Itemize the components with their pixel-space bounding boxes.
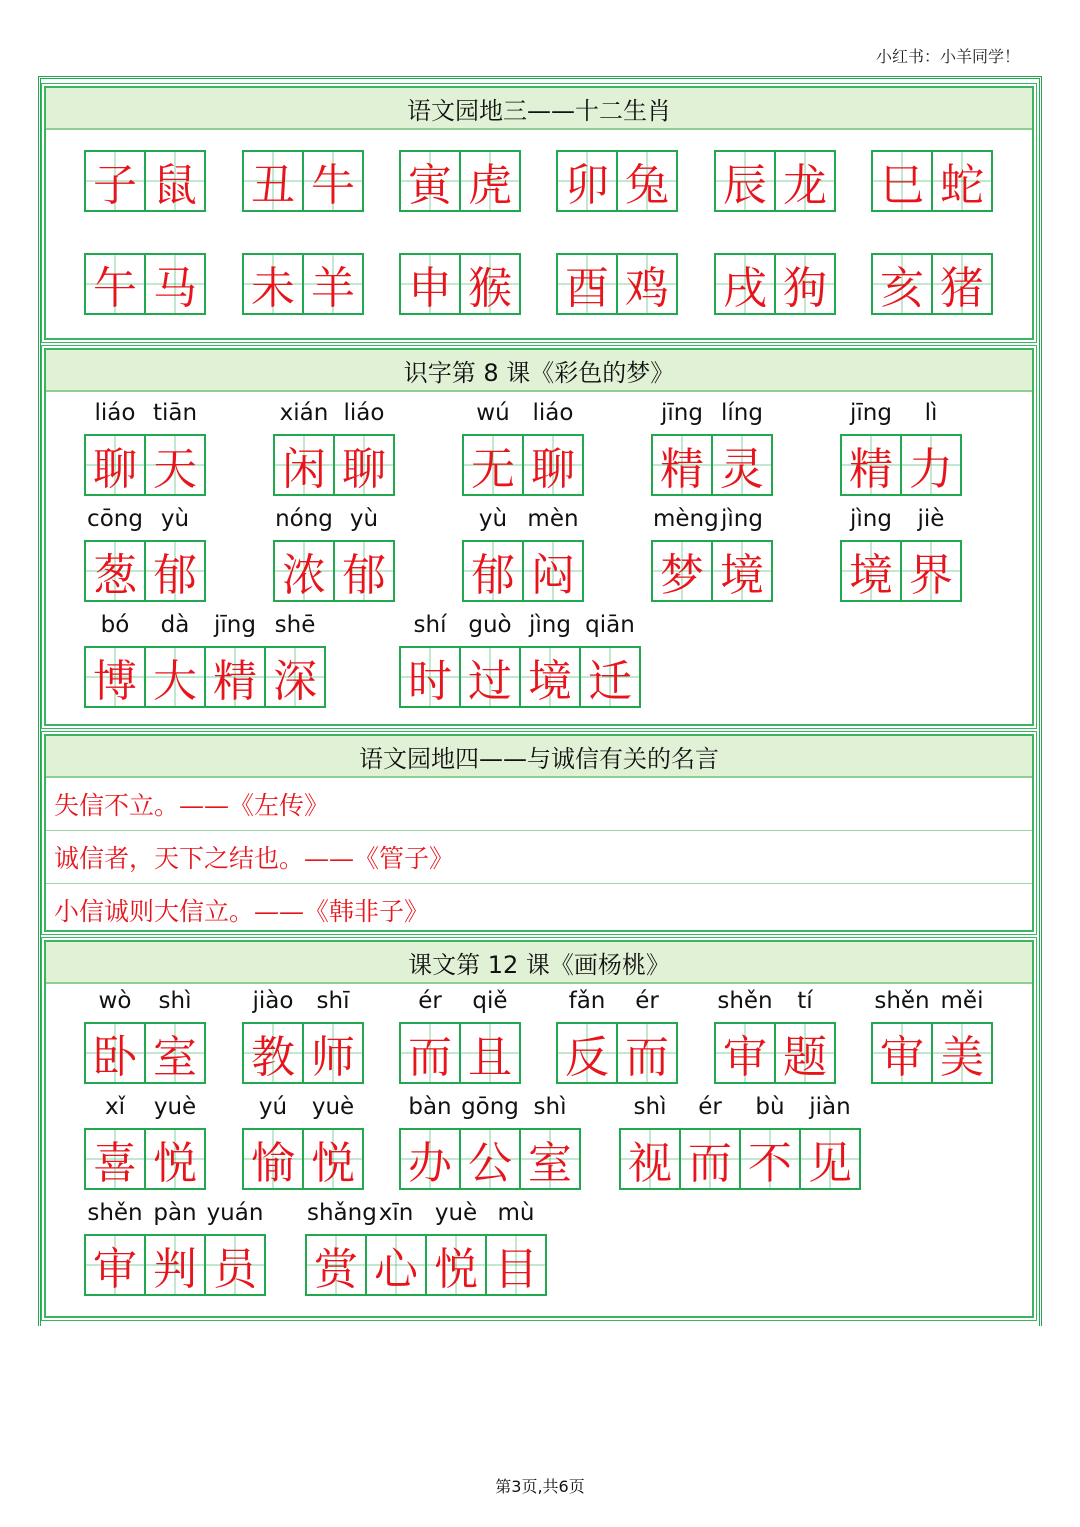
char-grid-cell <box>871 253 933 315</box>
hanzi-char: 判 <box>153 1244 197 1295</box>
hanzi-char: 鼠 <box>153 160 197 211</box>
pinyin-label: cōng <box>87 506 143 532</box>
hanzi-char: 葱 <box>93 550 137 601</box>
pinyin-label: shē <box>274 612 316 638</box>
hanzi-char: 郁 <box>342 550 386 601</box>
char-grid-cell <box>399 1094 461 1190</box>
hanzi-char: 教 <box>251 1032 295 1083</box>
hanzi-char: 力 <box>909 444 953 495</box>
hanzi-char: 马 <box>153 263 197 314</box>
char-grid-cell <box>365 1200 427 1296</box>
hanzi-char: 猴 <box>468 263 512 314</box>
hanzi-char: 牛 <box>311 160 355 211</box>
pinyin-label: jiè <box>917 506 945 532</box>
hanzi-char: 过 <box>468 656 512 707</box>
char-grid-cell <box>714 253 776 315</box>
char-grid-cell <box>242 150 304 212</box>
hanzi-char: 戌 <box>723 263 767 314</box>
hanzi-char: 郁 <box>153 550 197 601</box>
hanzi-char: 羊 <box>311 263 355 314</box>
hanzi-char: 狗 <box>783 263 827 314</box>
pinyin-label: qiān <box>585 612 635 638</box>
char-grid-cell <box>739 1094 801 1190</box>
vocab-word <box>84 988 206 1084</box>
hanzi-char: 卧 <box>93 1032 137 1083</box>
hanzi-char: 而 <box>408 1032 452 1083</box>
char-grid-cell <box>399 150 461 212</box>
char-grid-cell <box>264 612 326 708</box>
pinyin-label: mù <box>497 1200 535 1226</box>
hanzi-char: 郁 <box>471 550 515 601</box>
section-lesson-8 <box>44 348 1034 726</box>
hanzi-char: 兔 <box>625 160 669 211</box>
hanzi-char: 室 <box>528 1138 572 1189</box>
char-grid-cell <box>711 506 773 602</box>
char-grid-cell <box>462 506 524 602</box>
section-title: 语文园地四——与诚信有关的名言 <box>46 736 1032 778</box>
pinyin-label: gōng <box>461 1094 519 1120</box>
hanzi-char: 室 <box>153 1032 197 1083</box>
hanzi-char: 公 <box>468 1138 512 1189</box>
vocab-word <box>840 506 962 602</box>
vocab-word <box>84 612 326 708</box>
hanzi-char: 辰 <box>723 160 767 211</box>
char-grid-cell <box>774 150 836 212</box>
hanzi-char: 美 <box>940 1032 984 1083</box>
char-grid-cell <box>302 988 364 1084</box>
hanzi-char: 境 <box>720 550 764 601</box>
char-grid-cell <box>714 988 776 1084</box>
char-grid-cell <box>399 988 461 1084</box>
char-grid-cell <box>242 1094 304 1190</box>
hanzi-char: 员 <box>213 1244 257 1295</box>
hanzi-char: 虎 <box>468 160 512 211</box>
hanzi-char: 子 <box>93 160 137 211</box>
hanzi-char: 猪 <box>940 263 984 314</box>
pinyin-label: yuán <box>206 1200 264 1226</box>
pinyin-label: shěn <box>717 988 773 1014</box>
char-grid-cell <box>144 400 206 496</box>
char-grid-cell <box>242 253 304 315</box>
char-grid-cell <box>556 253 618 315</box>
vocab-word <box>242 253 364 315</box>
vocab-word <box>84 253 206 315</box>
char-grid-cell <box>711 400 773 496</box>
section-lesson-12 <box>44 940 1034 1318</box>
hanzi-char: 巳 <box>880 160 924 211</box>
hanzi-char: 闲 <box>282 444 326 495</box>
char-grid-cell <box>900 506 962 602</box>
char-grid-cell <box>840 506 902 602</box>
hanzi-char: 申 <box>408 263 452 314</box>
hanzi-char: 赏 <box>314 1244 358 1295</box>
char-grid-cell <box>519 612 581 708</box>
hanzi-char: 博 <box>93 656 137 707</box>
char-grid-cell <box>399 612 461 708</box>
char-grid-cell <box>774 253 836 315</box>
hanzi-char: 午 <box>93 263 137 314</box>
hanzi-char: 题 <box>783 1032 827 1083</box>
char-grid-cell <box>84 612 146 708</box>
hanzi-char: 迁 <box>588 656 632 707</box>
hanzi-char: 鸡 <box>625 263 669 314</box>
pinyin-label: nóng <box>275 506 333 532</box>
char-grid-cell <box>84 1094 146 1190</box>
hanzi-char: 见 <box>808 1138 852 1189</box>
vocab-word <box>714 988 836 1084</box>
char-grid-cell <box>144 150 206 212</box>
pinyin-label: pàn <box>153 1200 197 1226</box>
pinyin-label: shì <box>158 988 192 1014</box>
pinyin-label: jīng <box>214 612 256 638</box>
pinyin-label: shì <box>633 1094 667 1120</box>
hanzi-char: 聊 <box>93 444 137 495</box>
char-grid-cell <box>84 400 146 496</box>
vocab-word <box>273 400 395 496</box>
hanzi-char: 办 <box>408 1138 452 1189</box>
hanzi-char: 审 <box>880 1032 924 1083</box>
pinyin-label: tí <box>797 988 813 1014</box>
pinyin-label: měi <box>940 988 984 1014</box>
hanzi-char: 龙 <box>783 160 827 211</box>
pinyin-label: ér <box>418 988 442 1014</box>
vocab-word <box>242 988 364 1084</box>
hanzi-char: 卯 <box>565 160 609 211</box>
vocab-word <box>84 1200 266 1296</box>
pinyin-label: jìng <box>721 506 763 532</box>
hanzi-char: 无 <box>471 444 515 495</box>
char-grid-cell <box>84 988 146 1084</box>
char-grid-cell <box>84 150 146 212</box>
hanzi-char: 深 <box>273 656 317 707</box>
pinyin-label: yù <box>349 506 379 532</box>
char-grid-cell <box>871 150 933 212</box>
hanzi-char: 浓 <box>282 550 326 601</box>
section-title: 识字第 8 课《彩色的梦》 <box>46 350 1032 392</box>
pinyin-label: yù <box>478 506 508 532</box>
pinyin-label: jīng <box>661 400 703 426</box>
char-grid-cell <box>333 506 395 602</box>
hanzi-char: 师 <box>311 1032 355 1083</box>
pinyin-label: wú <box>476 400 510 426</box>
pinyin-label: jiào <box>252 988 294 1014</box>
section-title: 课文第 12 课《画杨桃》 <box>46 942 1032 984</box>
page-number: 第3页,共6页 <box>495 1477 585 1496</box>
char-grid-cell <box>273 506 335 602</box>
hanzi-char: 寅 <box>408 160 452 211</box>
pinyin-label: fǎn <box>568 988 606 1014</box>
vocab-word <box>242 1094 364 1190</box>
char-grid-cell <box>84 253 146 315</box>
char-grid-cell <box>204 612 266 708</box>
vocab-word <box>714 253 836 315</box>
char-grid-cell <box>651 400 713 496</box>
hanzi-char: 视 <box>628 1138 672 1189</box>
pinyin-label: shěn <box>87 1200 143 1226</box>
pinyin-label: xián <box>279 400 329 426</box>
vocab-word <box>273 506 395 602</box>
pinyin-label: wò <box>98 988 132 1014</box>
vocab-word <box>84 400 206 496</box>
char-grid-cell <box>519 1094 581 1190</box>
hanzi-char: 悦 <box>311 1138 355 1189</box>
vocab-word <box>556 150 678 212</box>
char-grid-cell <box>459 612 521 708</box>
vocab-word <box>840 400 962 496</box>
hanzi-char: 审 <box>93 1244 137 1295</box>
pinyin-label: qiě <box>472 988 508 1014</box>
pinyin-label: mèng <box>653 506 719 532</box>
pinyin-label: yuè <box>311 1094 355 1120</box>
hanzi-char: 界 <box>909 550 953 601</box>
vocab-word <box>84 150 206 212</box>
vocab-word <box>651 506 773 602</box>
hanzi-char: 精 <box>660 444 704 495</box>
char-grid-cell <box>774 988 836 1084</box>
hanzi-char: 精 <box>849 444 893 495</box>
char-grid-cell <box>84 1200 146 1296</box>
pinyin-label: ér <box>698 1094 722 1120</box>
char-grid-cell <box>242 988 304 1084</box>
pinyin-label: ér <box>635 988 659 1014</box>
vocab-word <box>399 150 521 212</box>
char-grid-cell <box>302 1094 364 1190</box>
char-grid-cell <box>144 1200 206 1296</box>
hanzi-char: 蛇 <box>940 160 984 211</box>
pinyin-label: jīng <box>850 400 892 426</box>
char-grid-cell <box>144 988 206 1084</box>
pinyin-label: yuè <box>434 1200 478 1226</box>
char-grid-cell <box>302 150 364 212</box>
char-grid-cell <box>459 253 521 315</box>
pinyin-label: dà <box>160 612 190 638</box>
vocab-word <box>462 506 584 602</box>
vocab-word <box>556 253 678 315</box>
quote-line: 失信不立。——《左传》 <box>46 778 1032 831</box>
section-quotes <box>44 734 1034 932</box>
pinyin-label: liáo <box>343 400 385 426</box>
hanzi-char: 反 <box>565 1032 609 1083</box>
credit-label: 小红书：小羊同学！ <box>875 47 1020 66</box>
hanzi-char: 审 <box>723 1032 767 1083</box>
hanzi-char: 精 <box>213 656 257 707</box>
vocab-word <box>399 253 521 315</box>
char-grid-cell <box>900 400 962 496</box>
pinyin-label: líng <box>721 400 763 426</box>
pinyin-label: shǎng <box>307 1200 377 1226</box>
char-grid-cell <box>485 1200 547 1296</box>
quote-line: 诚信者，天下之结也。——《管子》 <box>46 831 1032 884</box>
vocab-word <box>84 1094 206 1190</box>
char-grid-cell <box>459 988 521 1084</box>
char-grid-cell <box>459 150 521 212</box>
char-grid-cell <box>84 506 146 602</box>
hanzi-char: 灵 <box>720 444 764 495</box>
hanzi-char: 亥 <box>880 263 924 314</box>
char-grid-cell <box>931 253 993 315</box>
hanzi-char: 时 <box>408 656 452 707</box>
pinyin-label: liáo <box>94 400 136 426</box>
pinyin-label: mèn <box>527 506 579 532</box>
char-grid-cell <box>679 1094 741 1190</box>
vocab-word <box>305 1200 547 1296</box>
pinyin-label: shì <box>533 1094 567 1120</box>
pinyin-label: bàn <box>408 1094 452 1120</box>
pinyin-label: xīn <box>378 1200 414 1226</box>
char-grid-cell <box>425 1200 487 1296</box>
section-zodiac <box>44 86 1034 340</box>
quote-line: 小信诚则大信立。——《韩非子》 <box>54 897 430 926</box>
hanzi-char: 且 <box>468 1032 512 1083</box>
pinyin-label: liáo <box>532 400 574 426</box>
hanzi-char: 聊 <box>342 444 386 495</box>
hanzi-char: 境 <box>528 656 572 707</box>
char-grid-cell <box>619 1094 681 1190</box>
hanzi-char: 悦 <box>153 1138 197 1189</box>
char-grid-cell <box>616 988 678 1084</box>
char-grid-cell <box>144 612 206 708</box>
hanzi-char: 目 <box>494 1244 538 1295</box>
pinyin-label: tiān <box>152 400 198 426</box>
char-grid-cell <box>840 400 902 496</box>
char-grid-cell <box>799 1094 861 1190</box>
pinyin-label: yú <box>258 1094 288 1120</box>
pinyin-label: guò <box>468 612 512 638</box>
hanzi-char: 悦 <box>434 1244 478 1295</box>
pinyin-label: jìng <box>529 612 571 638</box>
hanzi-char: 不 <box>748 1138 792 1189</box>
vocab-word <box>619 1094 861 1190</box>
char-grid-cell <box>714 150 776 212</box>
pinyin-label: xǐ <box>104 1094 125 1120</box>
char-grid-cell <box>302 253 364 315</box>
hanzi-char: 梦 <box>660 550 704 601</box>
pinyin-label: shěn <box>874 988 930 1014</box>
pinyin-label: shī <box>316 988 350 1014</box>
hanzi-char: 大 <box>153 656 197 707</box>
char-grid-cell <box>144 1094 206 1190</box>
pinyin-label: bù <box>755 1094 785 1120</box>
hanzi-char: 未 <box>251 263 295 314</box>
pinyin-label: shí <box>413 612 447 638</box>
vocab-word <box>714 150 836 212</box>
vocab-word <box>84 506 206 602</box>
pinyin-label: lì <box>924 400 938 426</box>
hanzi-char: 心 <box>374 1244 418 1295</box>
pinyin-label: yuè <box>153 1094 197 1120</box>
char-grid-cell <box>579 612 641 708</box>
hanzi-char: 而 <box>688 1138 732 1189</box>
char-grid-cell <box>333 400 395 496</box>
pinyin-label: bó <box>100 612 130 638</box>
char-grid-cell <box>616 253 678 315</box>
pinyin-label: jìng <box>850 506 892 532</box>
char-grid-cell <box>556 150 618 212</box>
vocab-word <box>871 253 993 315</box>
char-grid-cell <box>871 988 933 1084</box>
vocab-word <box>462 400 584 496</box>
vocab-word <box>242 150 364 212</box>
char-grid-cell <box>462 400 524 496</box>
vocab-word <box>651 400 773 496</box>
vocab-word <box>399 988 521 1084</box>
hanzi-char: 愉 <box>251 1138 295 1189</box>
char-grid-cell <box>931 150 993 212</box>
hanzi-char: 喜 <box>93 1138 137 1189</box>
hanzi-char: 闷 <box>531 550 575 601</box>
char-grid-cell <box>651 506 719 602</box>
char-grid-cell <box>931 988 993 1084</box>
section-title: 语文园地三——十二生肖 <box>46 88 1032 130</box>
char-grid-cell <box>273 400 335 496</box>
hanzi-char: 境 <box>849 550 893 601</box>
hanzi-char: 酉 <box>565 263 609 314</box>
char-grid-cell <box>144 253 206 315</box>
char-grid-cell <box>399 253 461 315</box>
pinyin-label: yù <box>160 506 190 532</box>
hanzi-char: 丑 <box>251 160 295 211</box>
vocab-word <box>871 988 993 1084</box>
char-grid-cell <box>522 506 584 602</box>
char-grid-cell <box>204 1200 266 1296</box>
char-grid-cell <box>616 150 678 212</box>
hanzi-char: 聊 <box>531 444 575 495</box>
char-grid-cell <box>305 1200 377 1296</box>
hanzi-char: 天 <box>153 444 197 495</box>
vocab-word <box>399 1094 581 1190</box>
vocab-word <box>556 988 678 1084</box>
hanzi-char: 而 <box>625 1032 669 1083</box>
vocab-word <box>871 150 993 212</box>
vocab-word <box>399 612 641 708</box>
char-grid-cell <box>522 400 584 496</box>
char-grid-cell <box>459 1094 521 1190</box>
char-grid-cell <box>556 988 618 1084</box>
char-grid-cell <box>144 506 206 602</box>
pinyin-label: jiàn <box>809 1094 851 1120</box>
